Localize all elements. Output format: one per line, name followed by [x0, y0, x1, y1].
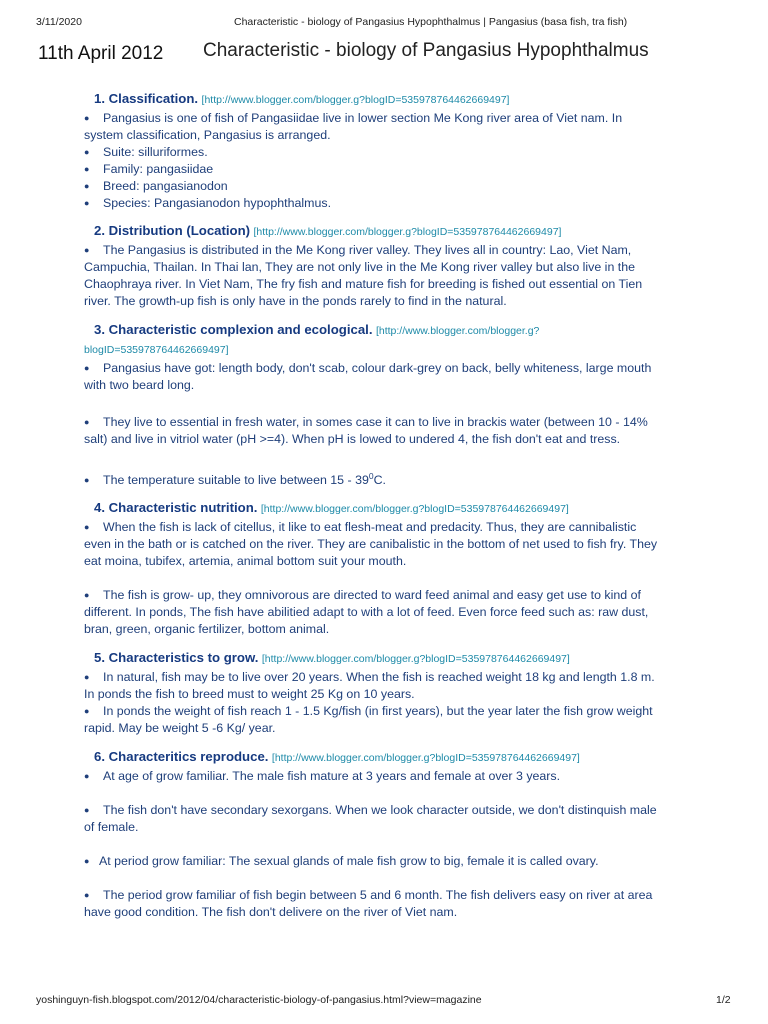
bullet-icon: ● [84, 706, 90, 717]
bullet-icon: ● [84, 672, 90, 683]
paragraph: Pangasius is one of fish of Pangasiidae live in lower section Me Kong river area of Viet nam. In [103, 111, 623, 125]
print-header-title: Characteristic - biology of Pangasius Hypophthalmus | Pangasius (basa fish, tra fish) [234, 16, 628, 28]
bullet-icon: ● [84, 113, 90, 123]
list-item: Breed: pangasianodon [103, 179, 228, 193]
page-number: 1/2 [716, 994, 731, 1006]
paragraph: with two beard long. [84, 378, 195, 392]
section-heading: 3. Characteristic complexion and ecological. [94, 322, 373, 337]
paragraph: Chaophraya river. In Viet Nam, The fry fish and mature fish for breeding is fished out essential on Tien [84, 277, 643, 291]
paragraph: The temperature suitable to live between 15 - 39 [103, 473, 369, 488]
list-item: Suite: silluriformes. [103, 145, 208, 159]
bullet-icon: ● [84, 771, 90, 782]
section-reproduce [84, 748, 684, 921]
bullet-icon: ● [84, 245, 90, 255]
blogger-link[interactable]: [http://www.blogger.com/blogger.g? [375, 325, 540, 337]
bullet-icon: ● [84, 890, 90, 901]
paragraph: system classification, Pangasius is arranged. [84, 128, 331, 142]
section-nutrition [84, 499, 684, 638]
paragraph-end: C. [373, 473, 387, 488]
section-heading: 1. Classification. [94, 91, 199, 106]
bullet-icon: ● [84, 590, 90, 601]
paragraph: Campuchia, Thailan. In Thai lan, They are not only live in the Me Kong river valley but also live in the [84, 260, 635, 274]
blogger-link[interactable]: [http://www.blogger.com/blogger.g?blogID=535978764462669497] [271, 752, 580, 765]
paragraph: The fish don't have secondary sexorgans. When we look character outside, we don't distinquish male [103, 803, 657, 818]
bullet-icon: ● [84, 522, 90, 533]
section-classification [84, 90, 684, 212]
paragraph: salt) and live in vitriol water (pH >=4). When pH is lowed to undered 4, the fish don't eat and tress. [84, 432, 621, 446]
paragraph: The Pangasius is distributed in the Me Kong river valley. They lives all in country: Lao, Viet Nam, [103, 243, 632, 257]
paragraph: even in the bath or is catched on the river. They are canibalistic in the bottom of net used to fish fry. They [84, 537, 658, 552]
paragraph: bran, green, organic fertilizer, bottom animal. [84, 622, 330, 637]
paragraph: rapid. May be weight 5 -6 Kg/ year. [84, 721, 276, 736]
section-heading: 4. Characteristic nutrition. [94, 500, 258, 516]
bullet-icon: ● [84, 181, 90, 191]
blogger-link[interactable]: [http://www.blogger.com/blogger.g?blogID=535978764462669497] [261, 653, 570, 666]
post-title: Characteristic - biology of Pangasius Hypophthalmus [203, 40, 649, 61]
paragraph: have good condition. The fish don't delivere on the river of Viet nam. [84, 905, 458, 920]
bullet-icon: ● [84, 805, 90, 816]
section-complexion-ecological [84, 321, 684, 489]
blogger-link[interactable]: [http://www.blogger.com/blogger.g?blogID=535978764462669497] [253, 226, 562, 238]
bullet-icon: ● [84, 198, 90, 208]
section-growth [84, 649, 684, 737]
bullet-icon: ● [84, 147, 90, 157]
paragraph: In ponds the fish to breed must to weight 25 Kg on 10 years. [84, 687, 415, 702]
paragraph: In natural, fish may be to live over 20 years. When the fish is reached weight 18 kg and length 1.8 m. [103, 670, 655, 685]
post-date: 11th April 2012 [38, 43, 164, 64]
section-distribution [84, 222, 684, 310]
paragraph: At period grow familiar: The sexual glands of male fish grow to big, female it is called ovary. [99, 854, 599, 869]
list-item: Species: Pangasianodon hypophthalmus. [103, 196, 332, 210]
paragraph: of female. [84, 820, 139, 835]
paragraph: The period grow familiar of fish begin between 5 and 6 month. The fish delivers easy on river at area [103, 888, 653, 903]
superscript: 0 [368, 471, 374, 481]
list-item: Family: pangasiidae [103, 162, 214, 176]
paragraph: They live to essential in fresh water, in somes case it can to live in brackis water (between 10 - 14% [103, 415, 648, 429]
paragraph: In ponds the weight of fish reach 1 - 1.5 Kg/fish (in first years), but the year later the fish grow weight [103, 704, 653, 719]
section-heading: 5. Characteristics to grow. [94, 650, 259, 666]
print-date: 3/11/2020 [36, 16, 82, 28]
blogger-link-continued[interactable]: blogID=535978764462669497] [84, 344, 229, 356]
paragraph: Pangasius have got: length body, don't scab, colour dark-grey on back, belly whiteness, large mouth [103, 361, 652, 375]
bullet-icon: ● [84, 856, 90, 867]
bullet-icon: ● [84, 475, 90, 486]
bullet-icon: ● [84, 363, 90, 373]
bullet-icon: ● [84, 164, 90, 174]
paragraph: The fish is grow- up, they omnivorous are directed to ward feed animal and easy get use to kind of [103, 588, 641, 603]
blogger-link[interactable]: [http://www.blogger.com/blogger.g?blogID=535978764462669497] [260, 503, 569, 516]
section-heading: 6. Characteritics reproduce. [94, 749, 269, 765]
paragraph: eat moina, tubifex, artemia, animal bottom suit your mouth. [84, 554, 407, 569]
blogger-link[interactable]: [http://www.blogger.com/blogger.g?blogID=535978764462669497] [201, 94, 510, 106]
section-heading: 2. Distribution (Location) [94, 223, 251, 238]
post-body [84, 90, 684, 921]
bullet-icon: ● [84, 417, 90, 427]
paragraph: river. The growth-up fish is only have in the ponds rarely to find in the natural. [84, 294, 507, 308]
paragraph: At age of grow familiar. The male fish mature at 3 years and female at over 3 years. [103, 769, 561, 784]
footer-url: yoshinguyn-fish.blogspot.com/2012/04/characteristic-biology-of-pangasius.html?view=magazine [36, 994, 482, 1006]
paragraph: When the fish is lack of citellus, it like to eat flesh-meat and predacity. Thus, they are cannibalistic [103, 520, 637, 535]
paragraph: different. In ponds, The fish have abilitied adapt to with a lot of feed. Even force feed such as: raw dust, [84, 605, 649, 620]
